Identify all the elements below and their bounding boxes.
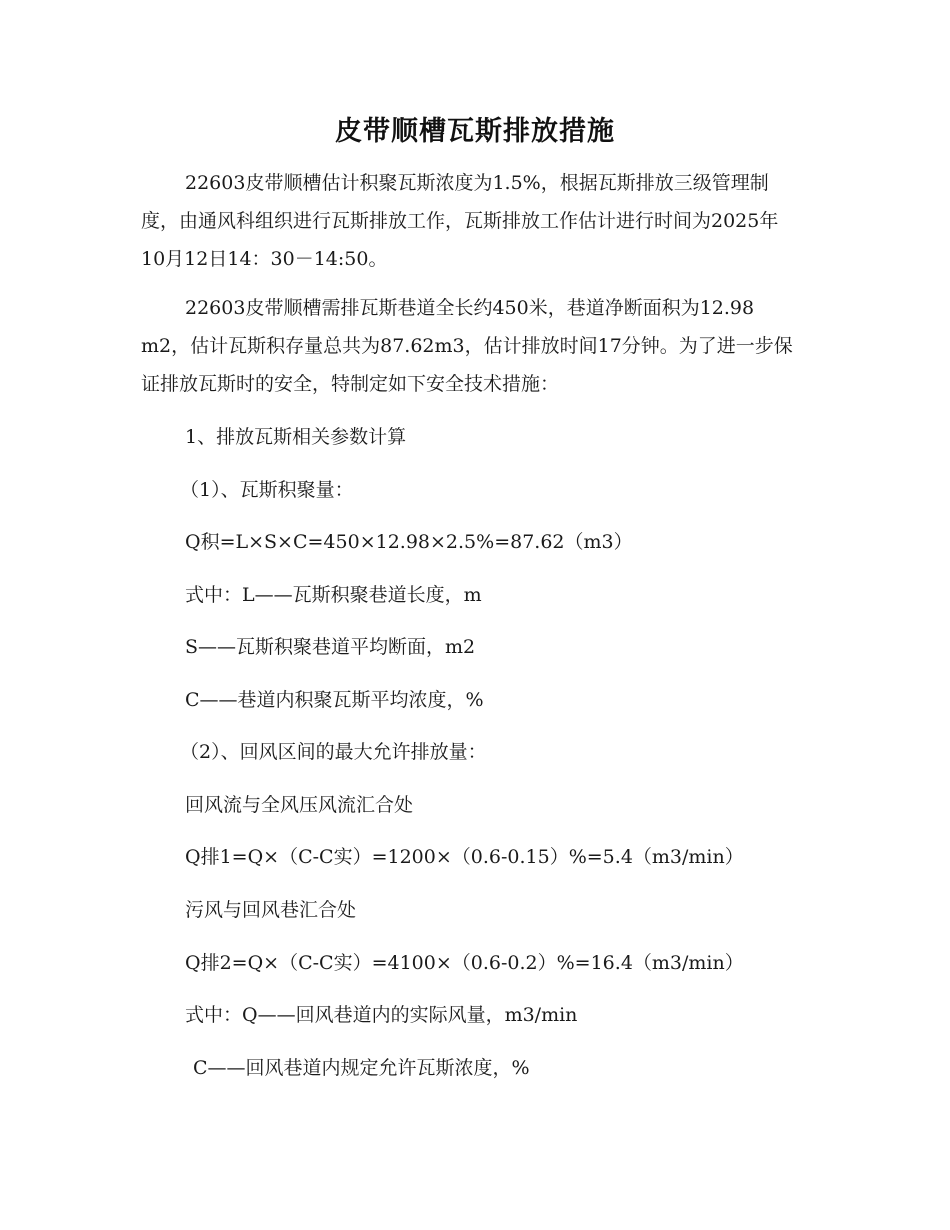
subsection-heading: （1）、瓦斯积聚量： <box>180 479 354 501</box>
body-paragraph: 22603皮带顺槽估计积聚瓦斯浓度为1.5%，根据瓦斯排放三级管理制度，由通风科组织进行瓦斯排放工作，瓦斯排放工作估计进行时间为2025年10月12日14：30－14:50。 <box>141 172 779 270</box>
document-title: 皮带顺槽瓦斯排放措施 <box>335 116 615 147</box>
text-line: 回风流与全风压风流汇合处 <box>185 794 414 816</box>
definition-line: S——瓦斯积聚巷道平均断面，m2 <box>185 636 476 658</box>
definition-line: C——巷道内积聚瓦斯平均浓度，% <box>185 689 484 711</box>
formula-line: Q排1=Q×（C-C实）=1200×（0.6-0.15）%=5.4（m3/min） <box>185 846 744 868</box>
definition-line: 式中：L——瓦斯积聚巷道长度，m <box>185 584 482 606</box>
text-line: 污风与回风巷汇合处 <box>185 899 357 921</box>
formula-line: Q排2=Q×（C-C实）=4100×（0.6-0.2）%=16.4（m3/min） <box>185 952 744 974</box>
section-heading: 1、排放瓦斯相关参数计算 <box>185 426 407 448</box>
formula-line: Q积=L×S×C=450×12.98×2.5%=87.62（m3） <box>185 531 633 553</box>
definition-line: 式中：Q——回风巷道内的实际风量，m3/min <box>185 1004 578 1026</box>
subsection-heading: （2）、回风区间的最大允许排放量： <box>180 741 487 763</box>
definition-line: C——回风巷道内规定允许瓦斯浓度，% <box>193 1057 530 1079</box>
body-paragraph: 22603皮带顺槽需排瓦斯巷道全长约450米，巷道净断面积为12.98 m2，估计瓦斯积存量总共为87.62m3，估计排放时间17分钟。为了进一步保证排放瓦斯时的安全，特制定如下安全技术措施： <box>141 297 793 395</box>
